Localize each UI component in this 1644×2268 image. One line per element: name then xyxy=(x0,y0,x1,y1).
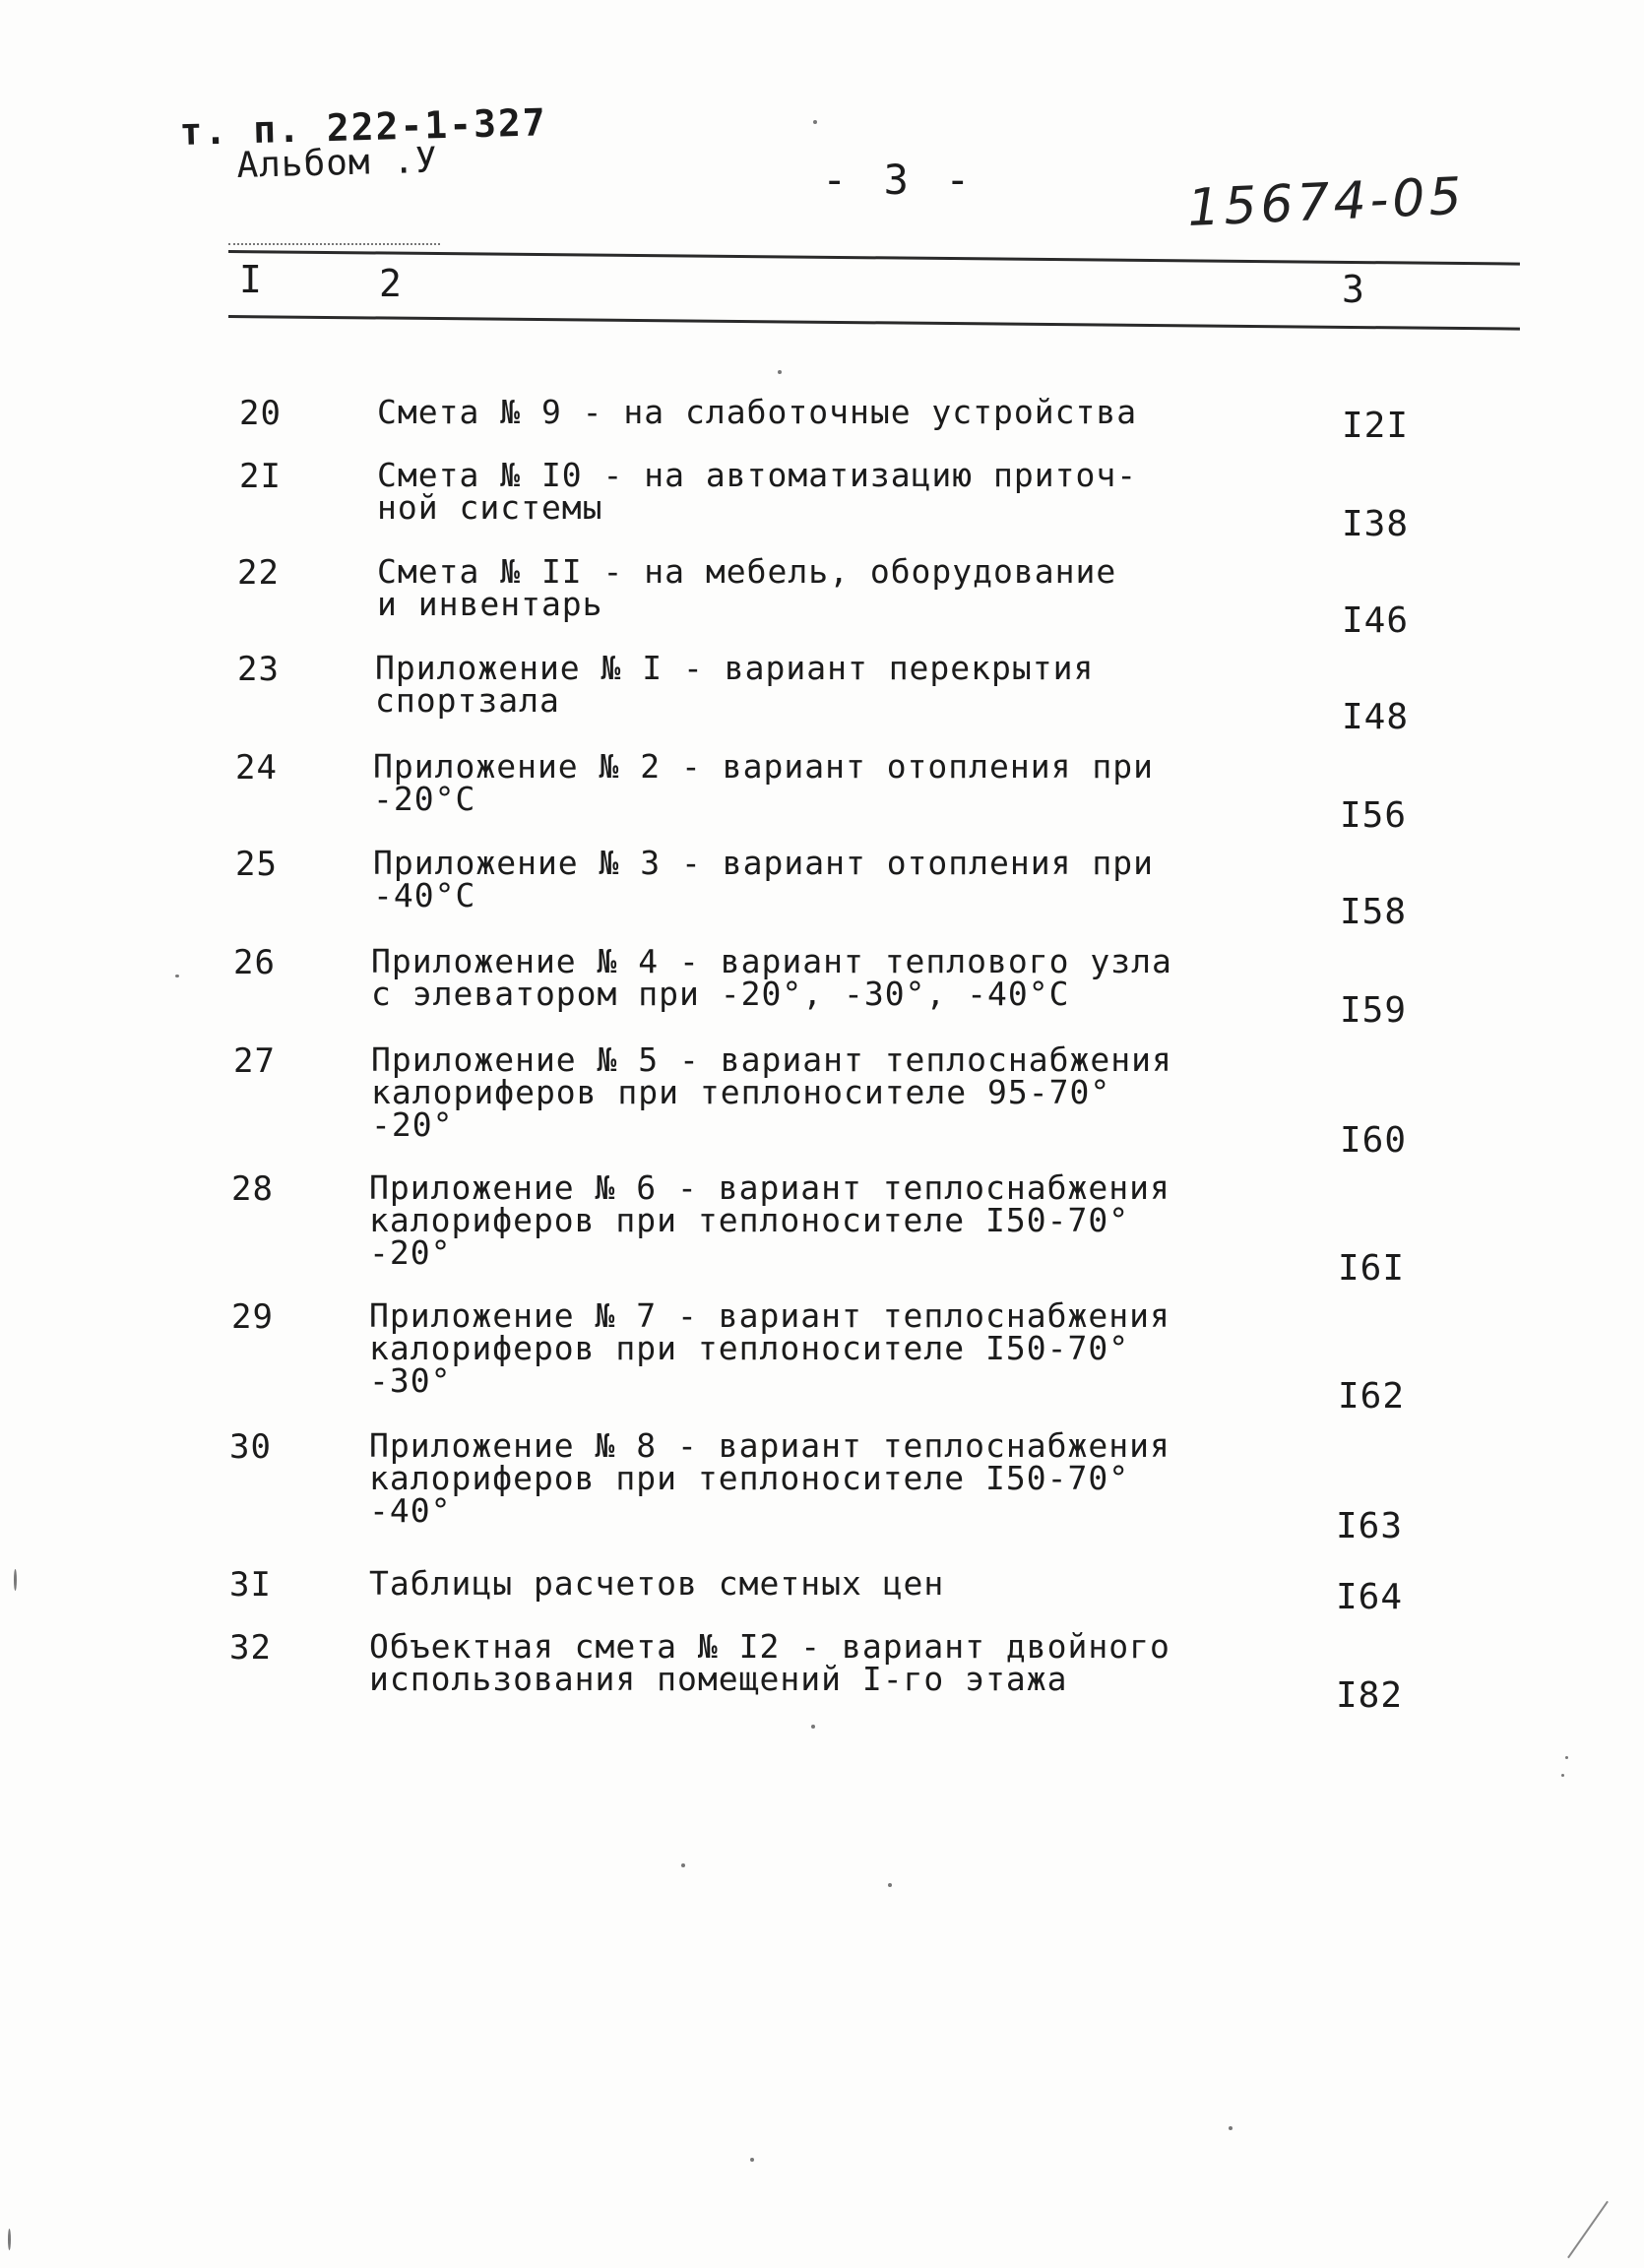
entry-title-line: -40° xyxy=(369,1491,452,1530)
scan-speck xyxy=(14,1569,17,1591)
page-number: - 3 - xyxy=(822,156,977,204)
entry-title-line: Таблицы расчетов сметных цен xyxy=(369,1564,945,1603)
entry-title-line: калориферов при теплоносителе I50-70° xyxy=(369,1201,1130,1239)
scan-speck xyxy=(681,1863,685,1867)
entry-title-line: калориферов при теплоносителе I50-70° xyxy=(369,1329,1130,1367)
entry-title xyxy=(369,1426,1170,1530)
scan-speck xyxy=(811,1725,815,1729)
rule-dotted-segment xyxy=(228,243,440,247)
handwritten-document-number: 15674-05 xyxy=(1186,166,1467,238)
entry-title-line: Приложение № 3 - вариант отопления при xyxy=(373,844,1154,882)
entry-number: 29 xyxy=(231,1297,274,1337)
entry-title-line: калориферов при теплоносителе 95-70° xyxy=(371,1073,1111,1111)
entry-page-number: I58 xyxy=(1340,892,1408,932)
column-header-number: I xyxy=(239,258,262,301)
scan-speck xyxy=(1565,1756,1568,1759)
entry-title-line: Приложение № 2 - вариант отопления при xyxy=(373,747,1154,786)
entry-title-line: Приложение № 7 - вариант теплоснабжения xyxy=(369,1296,1170,1335)
entry-page-number: I48 xyxy=(1342,697,1410,737)
entry-title xyxy=(369,1627,1170,1698)
scan-speck xyxy=(778,370,782,374)
entry-page-number: I60 xyxy=(1340,1120,1408,1161)
entry-number: 25 xyxy=(235,845,278,884)
entry-title xyxy=(371,942,1172,1013)
entry-title xyxy=(377,393,1138,431)
entry-page-number: I63 xyxy=(1336,1506,1404,1546)
entry-title-line: с элеватором при -20°, -30°, -40°С xyxy=(371,975,1070,1013)
entry-number: 28 xyxy=(231,1169,274,1209)
table-header-top-rule xyxy=(228,250,1520,266)
scan-speck xyxy=(813,120,817,124)
entry-title xyxy=(377,456,1138,527)
entry-number: 23 xyxy=(237,650,280,689)
entry-page-number: I82 xyxy=(1336,1675,1404,1716)
entry-title-line: Приложение № 8 - вариант теплоснабжения xyxy=(369,1426,1170,1465)
entry-page-number: I38 xyxy=(1342,504,1410,544)
entry-page-number: I46 xyxy=(1342,600,1410,641)
entry-title-line: Смета № II - на мебель, оборудование xyxy=(377,552,1117,591)
entry-number: 30 xyxy=(229,1427,272,1467)
series-label: т. п. 222-1-327 xyxy=(179,100,548,154)
entry-title-line: и инвентарь xyxy=(377,585,603,623)
entry-title-line: -20° xyxy=(371,1105,454,1144)
entry-title-line: Смета № I0 - на автоматизацию приточ- xyxy=(377,456,1138,494)
entry-title xyxy=(369,1564,945,1603)
entry-title-line: Объектная смета № I2 - вариант двойного xyxy=(369,1627,1170,1666)
entry-page-number: I59 xyxy=(1340,990,1408,1031)
entry-page-number: I2I xyxy=(1342,406,1410,446)
entry-title-line: Приложение № 6 - вариант теплоснабжения xyxy=(369,1168,1170,1207)
entry-title xyxy=(371,1040,1172,1144)
entry-title-line: -20° xyxy=(369,1233,452,1272)
entry-page-number: I62 xyxy=(1338,1376,1406,1417)
entry-title-line: ной системы xyxy=(377,488,603,527)
entry-page-number: I64 xyxy=(1336,1577,1404,1617)
table-header-bottom-rule xyxy=(228,315,1520,331)
entry-title xyxy=(377,552,1117,623)
entry-number: 20 xyxy=(239,394,282,433)
entry-number: 3I xyxy=(229,1565,272,1605)
entry-title-line: -20°С xyxy=(373,780,476,818)
scan-speck xyxy=(1561,1774,1564,1777)
scan-speck xyxy=(175,975,179,977)
entry-page-number: I56 xyxy=(1340,795,1408,836)
scan-speck xyxy=(8,2229,11,2250)
entry-title-line: спортзала xyxy=(375,681,560,720)
entry-title xyxy=(369,1168,1170,1272)
entry-title-line: -40°С xyxy=(373,876,476,914)
entry-title xyxy=(373,844,1154,914)
scan-speck xyxy=(750,2158,754,2162)
entry-title-line: использования помещений I-го этажа xyxy=(369,1660,1068,1698)
entry-title-line: -30° xyxy=(369,1361,452,1400)
entry-title xyxy=(369,1296,1170,1400)
entry-title-line: Смета № 9 - на слаботочные устройства xyxy=(377,393,1138,431)
entry-title-line: Приложение № 4 - вариант теплового узла xyxy=(371,942,1172,980)
column-header-page: 3 xyxy=(1342,268,1364,311)
entry-title-line: калориферов при теплоносителе I50-70° xyxy=(369,1459,1130,1497)
scan-speck xyxy=(1229,2126,1233,2130)
scan-speck xyxy=(888,1883,892,1887)
entry-number: 2I xyxy=(239,457,282,496)
entry-number: 32 xyxy=(229,1628,272,1668)
entry-title-line: Приложение № 5 - вариант теплоснабжения xyxy=(371,1040,1172,1079)
entry-number: 27 xyxy=(233,1041,276,1081)
entry-title-line: Приложение № I - вариант перекрытия xyxy=(375,649,1095,687)
entry-title xyxy=(375,649,1095,720)
entry-number: 26 xyxy=(233,943,276,982)
album-label: Альбом .У xyxy=(236,140,439,186)
entry-page-number: I6I xyxy=(1338,1248,1406,1289)
entry-number: 24 xyxy=(235,748,278,788)
entry-number: 22 xyxy=(237,553,280,593)
pencil-mark xyxy=(1567,2201,1609,2258)
entry-title xyxy=(373,747,1154,818)
column-header-title: 2 xyxy=(379,262,402,305)
